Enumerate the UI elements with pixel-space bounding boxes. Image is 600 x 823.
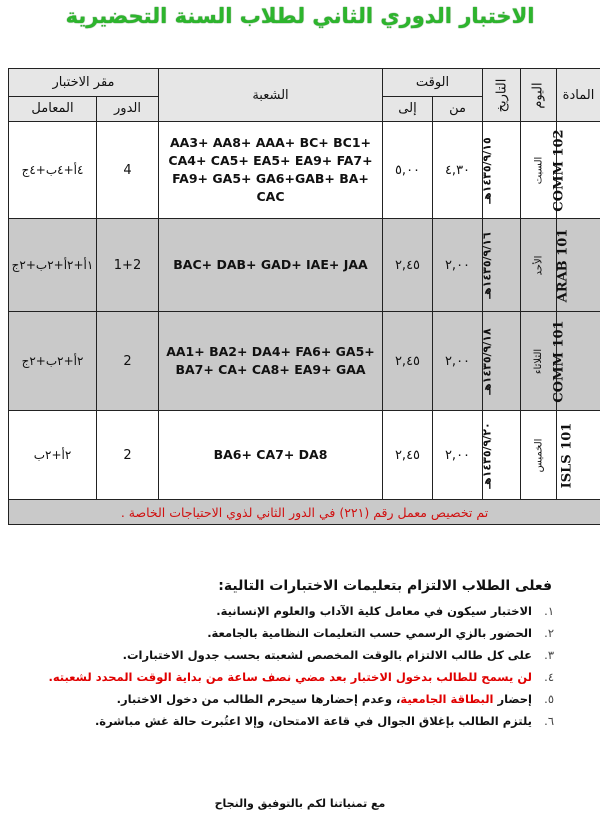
- time-to: ٥,٠٠: [383, 122, 433, 219]
- round: 1+2: [97, 219, 159, 312]
- header-day: اليوم: [521, 69, 557, 122]
- header-from: من: [433, 96, 483, 121]
- special-needs-note: تم تخصيص معمل رقم (٢٢١) في الدور الثاني لذوي الاحتياجات الخاصة .: [9, 500, 600, 525]
- exam-date: ١٤٣٥/٩/١٥هـ: [483, 122, 521, 219]
- round: 4: [97, 122, 159, 219]
- list-item: ٢.الحضور بالزي الرسمي حسب التعليمات النظامية بالجامعة.: [207, 626, 554, 640]
- table-row: [9, 219, 600, 312]
- table-row: [9, 411, 600, 500]
- labs: ٤أ+٤ب+٤ج: [9, 122, 97, 219]
- labs: ٢أ+٢ب+٢ج: [9, 312, 97, 411]
- sections: AA1+ BA2+ DA4+ FA6+ GA5+ BA7+ CA+ CA8+ EA9+ GAA: [159, 312, 383, 411]
- exam-day: الخميس: [521, 411, 557, 500]
- sections: BAC+ DAB+ GAD+ IAE+ JAA: [159, 219, 383, 312]
- exam-day: الثلاثاء: [521, 312, 557, 411]
- page-title: الاختبار الدوري الثاني لطلاب السنة التحضيرية: [65, 4, 535, 28]
- schedule-table-wrapper: [8, 68, 600, 532]
- round: 2: [97, 411, 159, 500]
- list-item: ٣.على كل طالب الالتزام بالوقت المخصص لشعبته بحسب جدول الاختبارات.: [122, 648, 554, 662]
- list-item: ٥.إحضار البطاقة الجامعية، وعدم إحضارها سيحرم الطالب من دخول الاختبار.: [116, 692, 554, 706]
- header-date: التاريخ: [483, 69, 521, 122]
- sections: AA3+ AA8+ AAA+ BC+ BC1+ CA4+ CA5+ EA5+ EA9+ FA7+ FA9+ GA5+ GA6+GAB+ BA+ CAC: [159, 122, 383, 219]
- header-course: المادة: [557, 69, 600, 122]
- instructions-list: [34, 600, 554, 732]
- exam-date: ١٤٣٥/٩/١٦هـ: [483, 219, 521, 312]
- round: 2: [97, 312, 159, 411]
- labs: ١أ+٢أ+٢ب+٢ج: [9, 219, 97, 312]
- labs: ٢أ+٢ب: [9, 411, 97, 500]
- instructions-heading: فعلى الطلاب الالتزام بتعليمات الاختبارات التالية:: [218, 578, 552, 594]
- table-row: [9, 312, 600, 411]
- course-code: ISLS 101: [557, 411, 600, 500]
- header-section: الشعبة: [159, 69, 383, 122]
- exam-day: السبت: [521, 122, 557, 219]
- list-item: ١.الاختبار سيكون في معامل كلية الآداب والعلوم الإنسانية.: [216, 604, 554, 618]
- time-from: ٢,٠٠: [433, 312, 483, 411]
- time-to: ٢,٤٥: [383, 312, 433, 411]
- id-card-text: البطاقة الجامعية: [400, 692, 494, 706]
- exam-schedule-table: [8, 68, 600, 525]
- sections: BA6+ CA7+ DA8: [159, 411, 383, 500]
- header-venue: مقر الاختبار: [9, 69, 159, 97]
- course-code: ARAB 101: [557, 219, 600, 312]
- warning-text: لن يسمح للطالب بدخول الاختبار بعد مضي نصف ساعة من بداية الوقت المحدد لشعبته.: [48, 670, 532, 684]
- table-row: [9, 122, 600, 219]
- list-item: ٦.يلتزم الطالب بإغلاق الجوال في قاعة الامتحان، وإلا اعتُبرت حالة غش مباشرة.: [94, 714, 554, 728]
- list-item: ٤.لن يسمح للطالب بدخول الاختبار بعد مضي نصف ساعة من بداية الوقت المحدد لشعبته.: [48, 670, 554, 684]
- time-to: ٢,٤٥: [383, 411, 433, 500]
- time-from: ٤,٣٠: [433, 122, 483, 219]
- time-from: ٢,٠٠: [433, 219, 483, 312]
- header-round: الدور: [97, 96, 159, 121]
- time-from: ٢,٠٠: [433, 411, 483, 500]
- header-time: الوقت: [383, 69, 483, 97]
- time-to: ٢,٤٥: [383, 219, 433, 312]
- course-code: COMM 101: [557, 312, 600, 411]
- course-code: COMM 102: [557, 122, 600, 219]
- header-labs: المعامل: [9, 96, 97, 121]
- exam-date: ١٤٣٥/٩/١٨هـ: [483, 312, 521, 411]
- exam-day: الأحد: [521, 219, 557, 312]
- header-to: إلى: [383, 96, 433, 121]
- exam-date: ١٤٣٥/٩/٢٠هـ: [483, 411, 521, 500]
- note-row: [9, 500, 600, 525]
- closing-message: مع تمنياتنا لكم بالتوفيق والنجاح: [214, 797, 386, 810]
